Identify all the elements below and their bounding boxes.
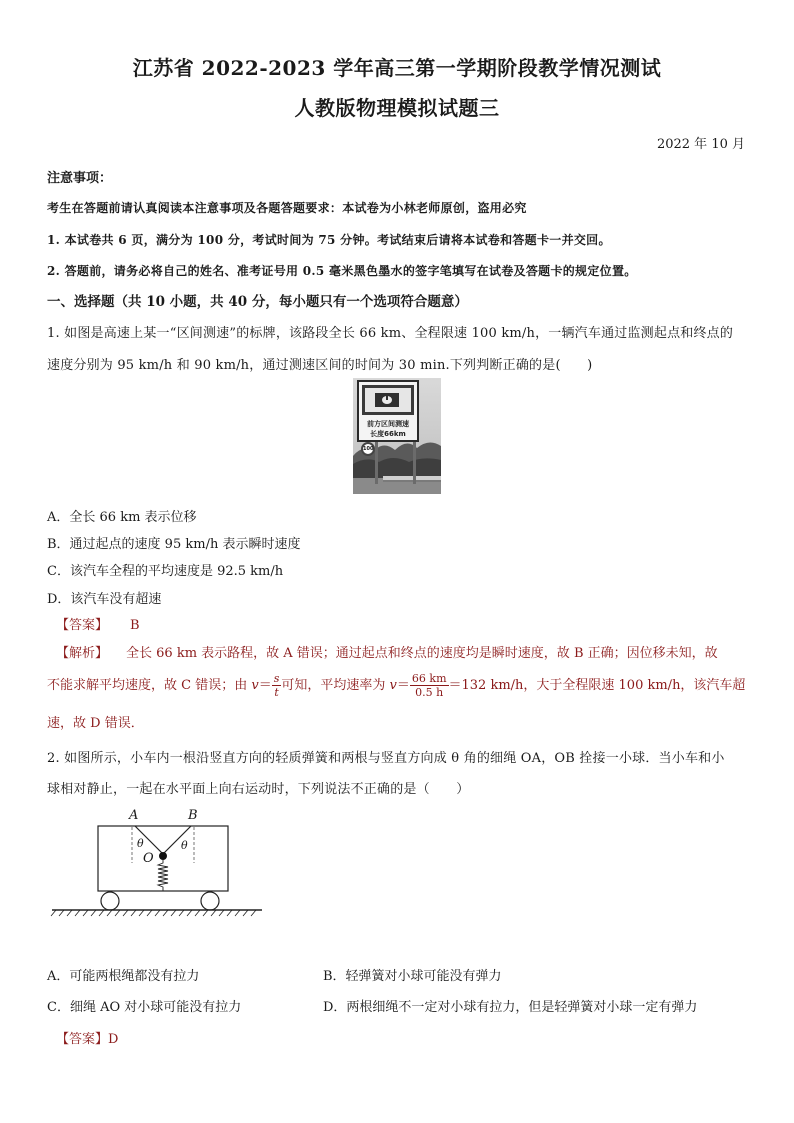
q2-stem-line2: 球相对静止，一起在水平面上向右运动时，下列说法不正确的是（ ） (47, 782, 470, 797)
q2-option-d: D．两根细绳不一定对小球有拉力，但是轻弹簧对小球一定有弹力 (323, 1000, 698, 1015)
frac-denominator-05h: 0.5 h (415, 686, 444, 699)
q2-option-a: A．可能两根绳都没有拉力 (47, 969, 200, 984)
q1-option-c: C．该汽车全程的平均速度是 92.5 km/h (47, 564, 284, 579)
label-theta-left: θ (137, 837, 144, 850)
wheel-left (101, 892, 119, 910)
q2-cart-diagram (50, 805, 265, 923)
frac-numerator-66km: 66 km (411, 672, 447, 685)
q1-option-a: A．全长 66 km 表示位移 (47, 510, 197, 525)
q2-answer (56, 1028, 118, 1047)
q1-analysis-text1: 全长 66 km 表示路程，故 A 错误；通过起点和终点的速度均是瞬时速度，故 B 正确；因位移未知，故 (126, 646, 718, 661)
notice-line-0: 考生在答题前请认真阅读本注意事项及各题答题要求：本试卷为小林老师原创，盗用必究 (47, 201, 527, 215)
q2-option-c: C．细绳 AO 对小球可能没有拉力 (47, 1000, 242, 1015)
q1-analysis-line1 (56, 642, 718, 661)
analysis-text-c: ＝132 km/h，大于全程限速 100 km/h，该汽车超 (448, 678, 746, 693)
q1-answer (56, 614, 140, 633)
q1-analysis-line2 (47, 671, 745, 701)
q1-analysis-label: 【解析】 (56, 646, 109, 661)
wheel-right (201, 892, 219, 910)
q2-stem-line1: 2. 如图所示，小车内一根沿竖直方向的轻质弹簧和两根与竖直方向成 θ 角的细绳 OA，OB 拴接一小球．当小车和小 (47, 751, 725, 766)
fraction-66km-over-05h (410, 672, 449, 699)
equals-sign: ＝ (258, 678, 272, 693)
exam-date: 2022 年 10 月 (656, 137, 745, 152)
analysis-text-b: 可知，平均速率为 (281, 678, 390, 693)
q1-answer-label: 【答案】 (56, 618, 109, 633)
velocity-symbol: v (251, 678, 259, 693)
q2-option-b: B．轻弹簧对小球可能没有弹力 (323, 969, 502, 984)
q1-option-d: D．该汽车没有超速 (47, 592, 162, 607)
fraction-s-over-t (272, 672, 282, 699)
q1-sign-photo (353, 378, 441, 494)
label-a: A (129, 808, 139, 823)
notice-line-2: 2. 答题前，请务必将自己的姓名、准考证号用 0.5 毫米黑色墨水的签字笔填写在试卷及答题卡的规定位置。 (47, 264, 637, 278)
exam-title: 江苏省 2022-2023 学年高三第一学期阶段教学情况测试 (132, 56, 662, 80)
equals-sign-2: ＝ (396, 678, 410, 693)
notice-heading: 注意事项： (47, 171, 113, 186)
frac-denominator-t: t (274, 686, 279, 699)
exam-subtitle: 人教版物理模拟试题三 (294, 96, 500, 120)
label-b: B (188, 808, 198, 823)
analysis-text-a: 不能求解平均速度，故 C 错误；由 (47, 678, 252, 693)
q1-analysis-line3: 速，故 D 错误． (47, 716, 144, 731)
sign-text-line1: 前方区间测速 (367, 420, 409, 428)
sign-text-line2: 长度66km (370, 430, 406, 438)
speed-limit-sign: 100 (361, 442, 375, 456)
q2-answer-label: 【答案】 (56, 1032, 109, 1047)
notice-line-1: 1. 本试卷共 6 页，满分为 100 分，考试时间为 75 分钟。考试结束后请将本试卷和答题卡一并交回。 (47, 233, 611, 247)
q1-option-b: B．通过起点的速度 95 km/h 表示瞬时速度 (47, 537, 301, 552)
q1-stem-line1: 1. 如图是高速上某一“区间测速”的标牌，该路段全长 66 km、全程限速 100 km/h，一辆汽车通过监测起点和终点的 (47, 326, 734, 341)
ball (159, 852, 167, 860)
q1-stem-line2: 速度分别为 95 km/h 和 90 km/h，通过测速区间的时间为 30 min.下列判断正确的是( ) (47, 358, 593, 373)
frac-numerator-s: s (273, 672, 280, 685)
label-theta-right: θ (181, 839, 188, 852)
spring (158, 860, 168, 891)
velocity-symbol-2: v (389, 678, 397, 693)
q1-answer-value: B (130, 618, 140, 633)
q2-answer-value: D (108, 1032, 119, 1047)
section-heading: 一、选择题（共 10 小题，共 40 分，每小题只有一个选项符合题意） (47, 294, 468, 310)
label-o: O (143, 851, 154, 866)
